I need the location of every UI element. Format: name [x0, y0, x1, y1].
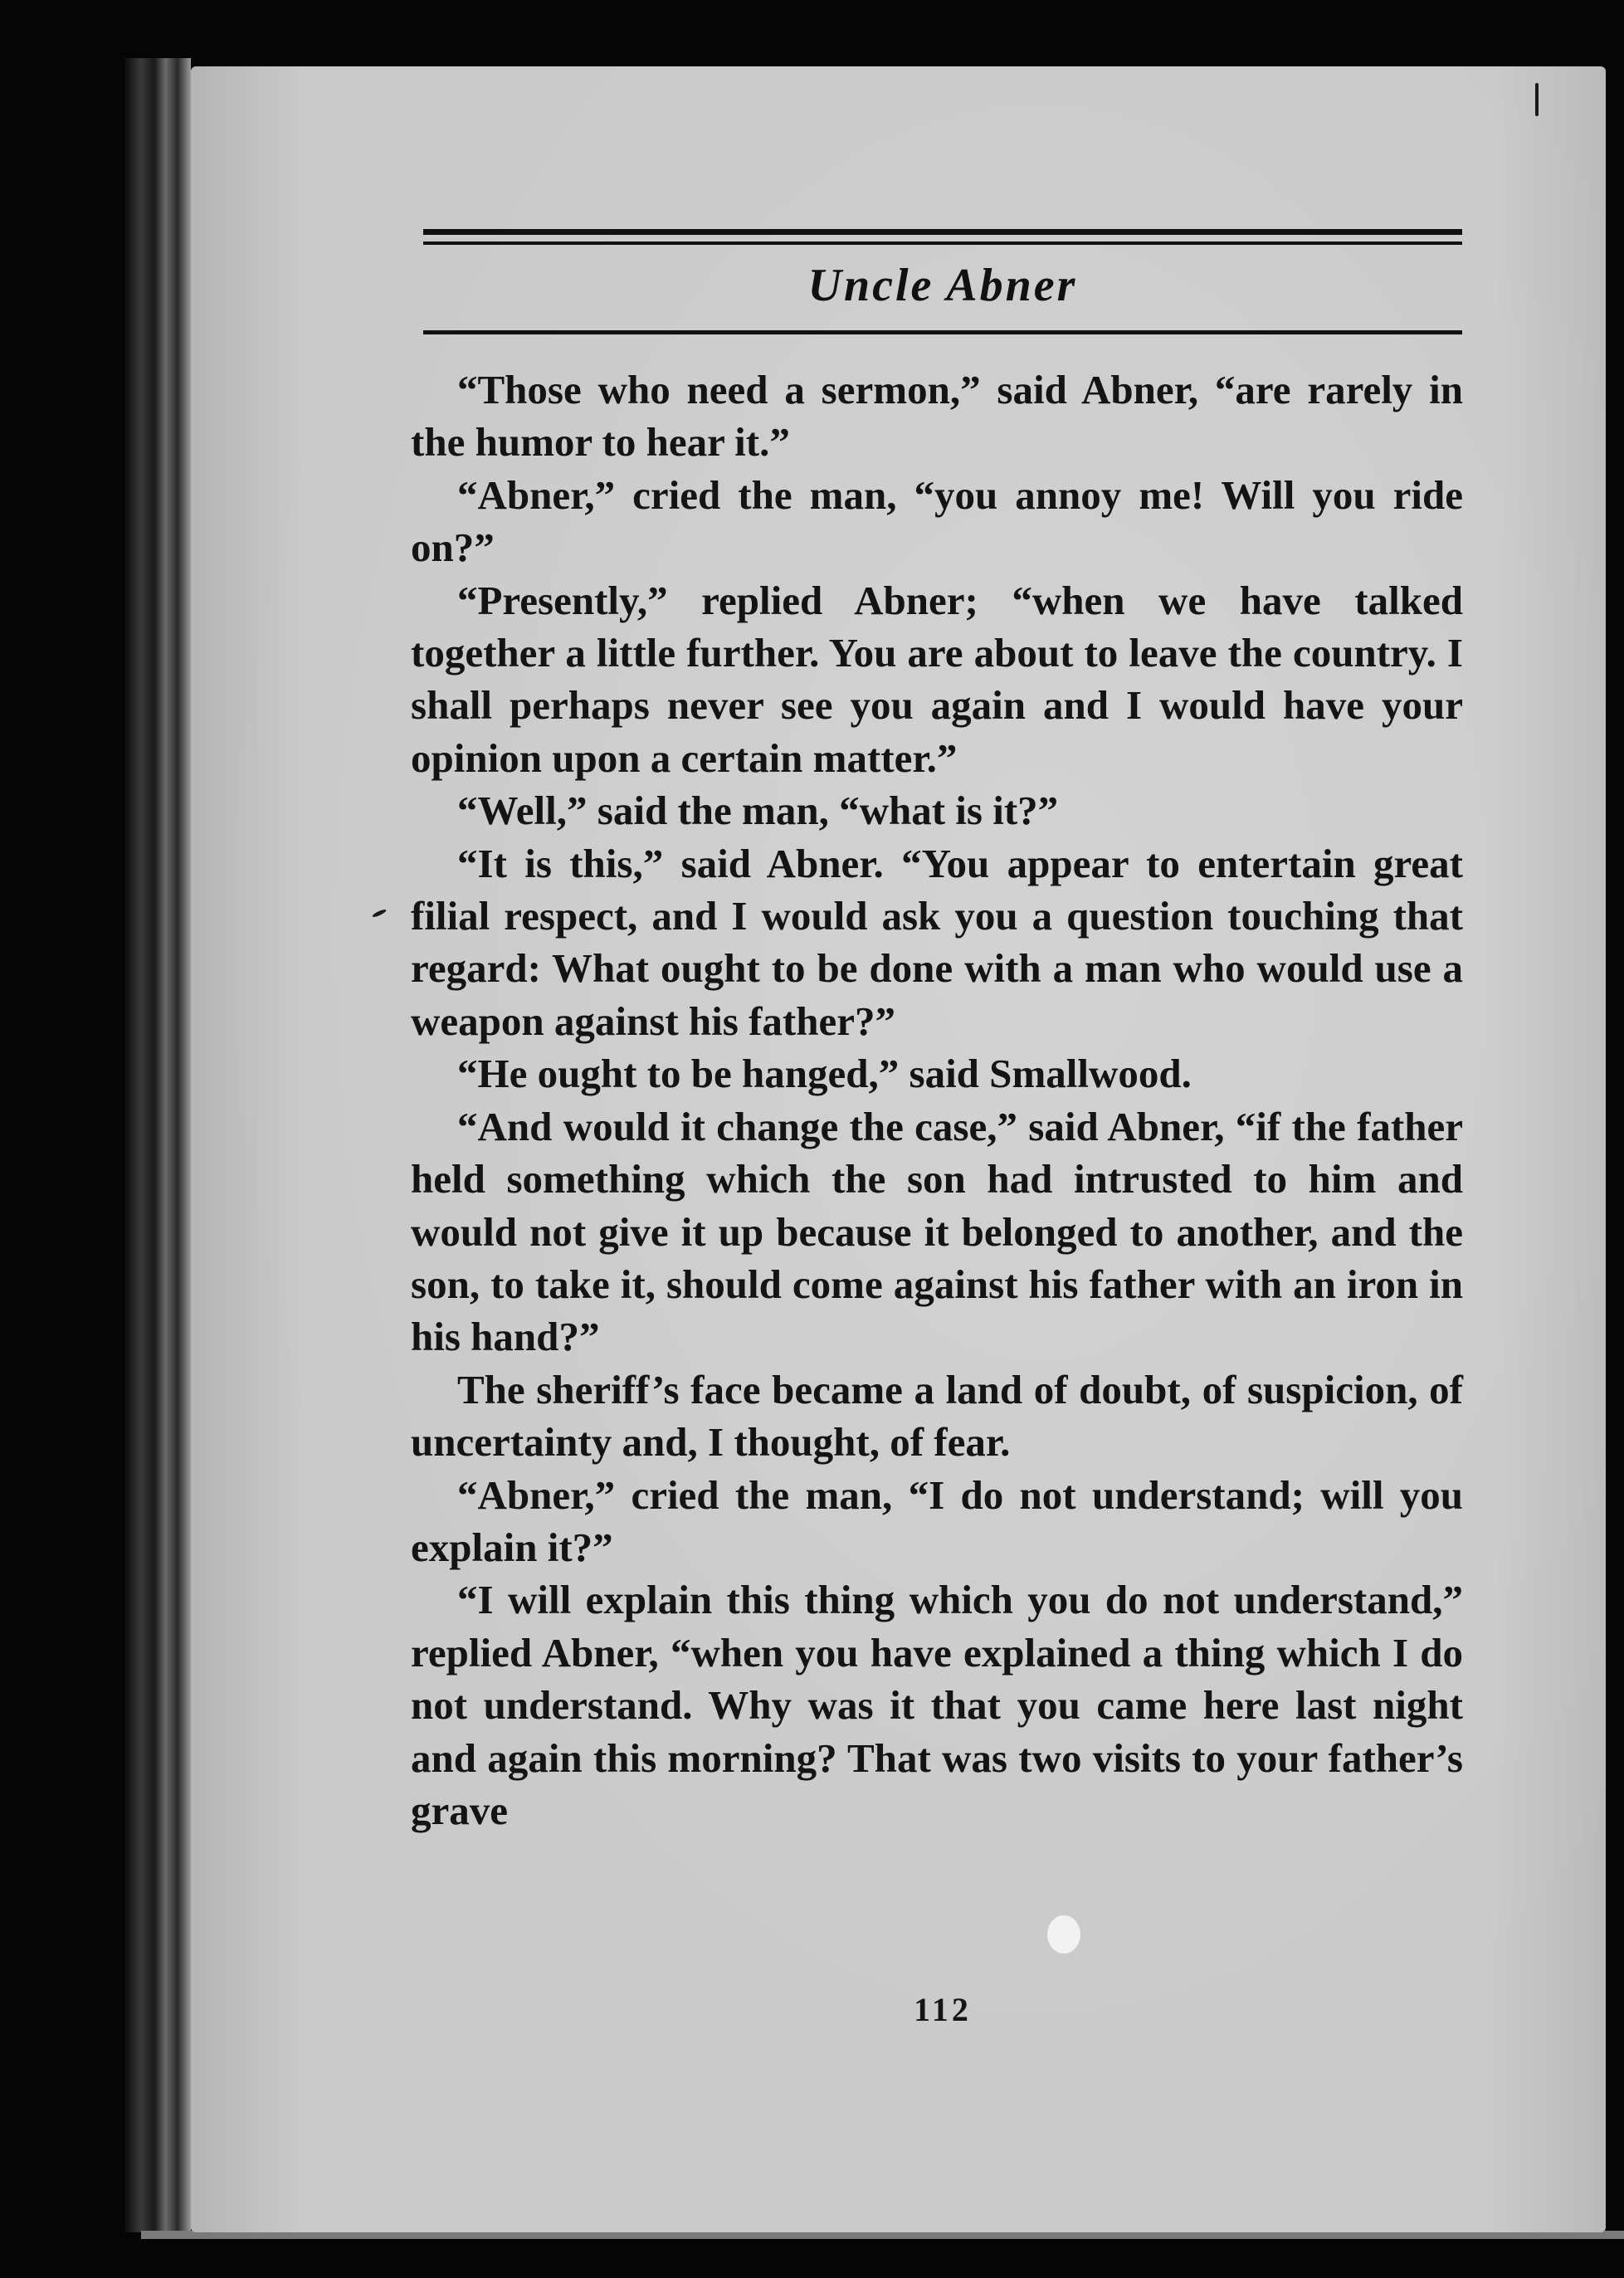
- body-text: [411, 363, 1463, 1837]
- paragraph: “I will explain this thing which you do not understand,” replied Abner, “when you have explained a thing which I do not understand. Why was it that you came here last night and again this morning? That was two visits to your father’s grave: [411, 1577, 1463, 1833]
- running-header-title: Uncle Abner: [807, 260, 1078, 311]
- header-rule-bottom: [423, 330, 1462, 334]
- paragraph: The sheriff’s face became a land of doubt, of suspicion, of uncertainty and, I thought, of fear.: [411, 1366, 1463, 1466]
- paragraph: “Those who need a sermon,” said Abner, “are rarely in the humor to hear it.”: [411, 367, 1463, 466]
- page-number: 112: [914, 1991, 972, 2028]
- paragraph: “And would it change the case,” said Abner, “if the father held something which the son had intrusted to him and would not give it up because it belonged to another, and the son, to take it, should come against his father with an iron in his hand?”: [411, 1103, 1463, 1360]
- scratch-mark: [1535, 83, 1539, 116]
- paragraph: “Presently,” replied Abner; “when we have talked together a little further. You are about to leave the country. I shall perhaps never see you again and I would have your opinion upon a certain matter.”: [411, 577, 1463, 781]
- paragraph: “He ought to be hanged,” said Smallwood.: [457, 1051, 1192, 1097]
- header-rule-top-thin: [423, 241, 1462, 245]
- paragraph: “Well,” said the man, “what is it?”: [457, 788, 1059, 834]
- header-rule-top: [423, 229, 1462, 235]
- paragraph: “Abner,” cried the man, “you annoy me! Will you ride on?”: [411, 471, 1463, 571]
- paper-blemish: [1047, 1915, 1080, 1954]
- paragraph: “It is this,” said Abner. “You appear to entertain great filial respect, and I would ask you a question touching that regard: What ought to be done with a man who would use a weapon against his father?”: [411, 840, 1463, 1044]
- paragraph: “Abner,” cried the man, “I do not understand; will you explain it?”: [411, 1471, 1463, 1570]
- book-spine-edge: [124, 58, 191, 2232]
